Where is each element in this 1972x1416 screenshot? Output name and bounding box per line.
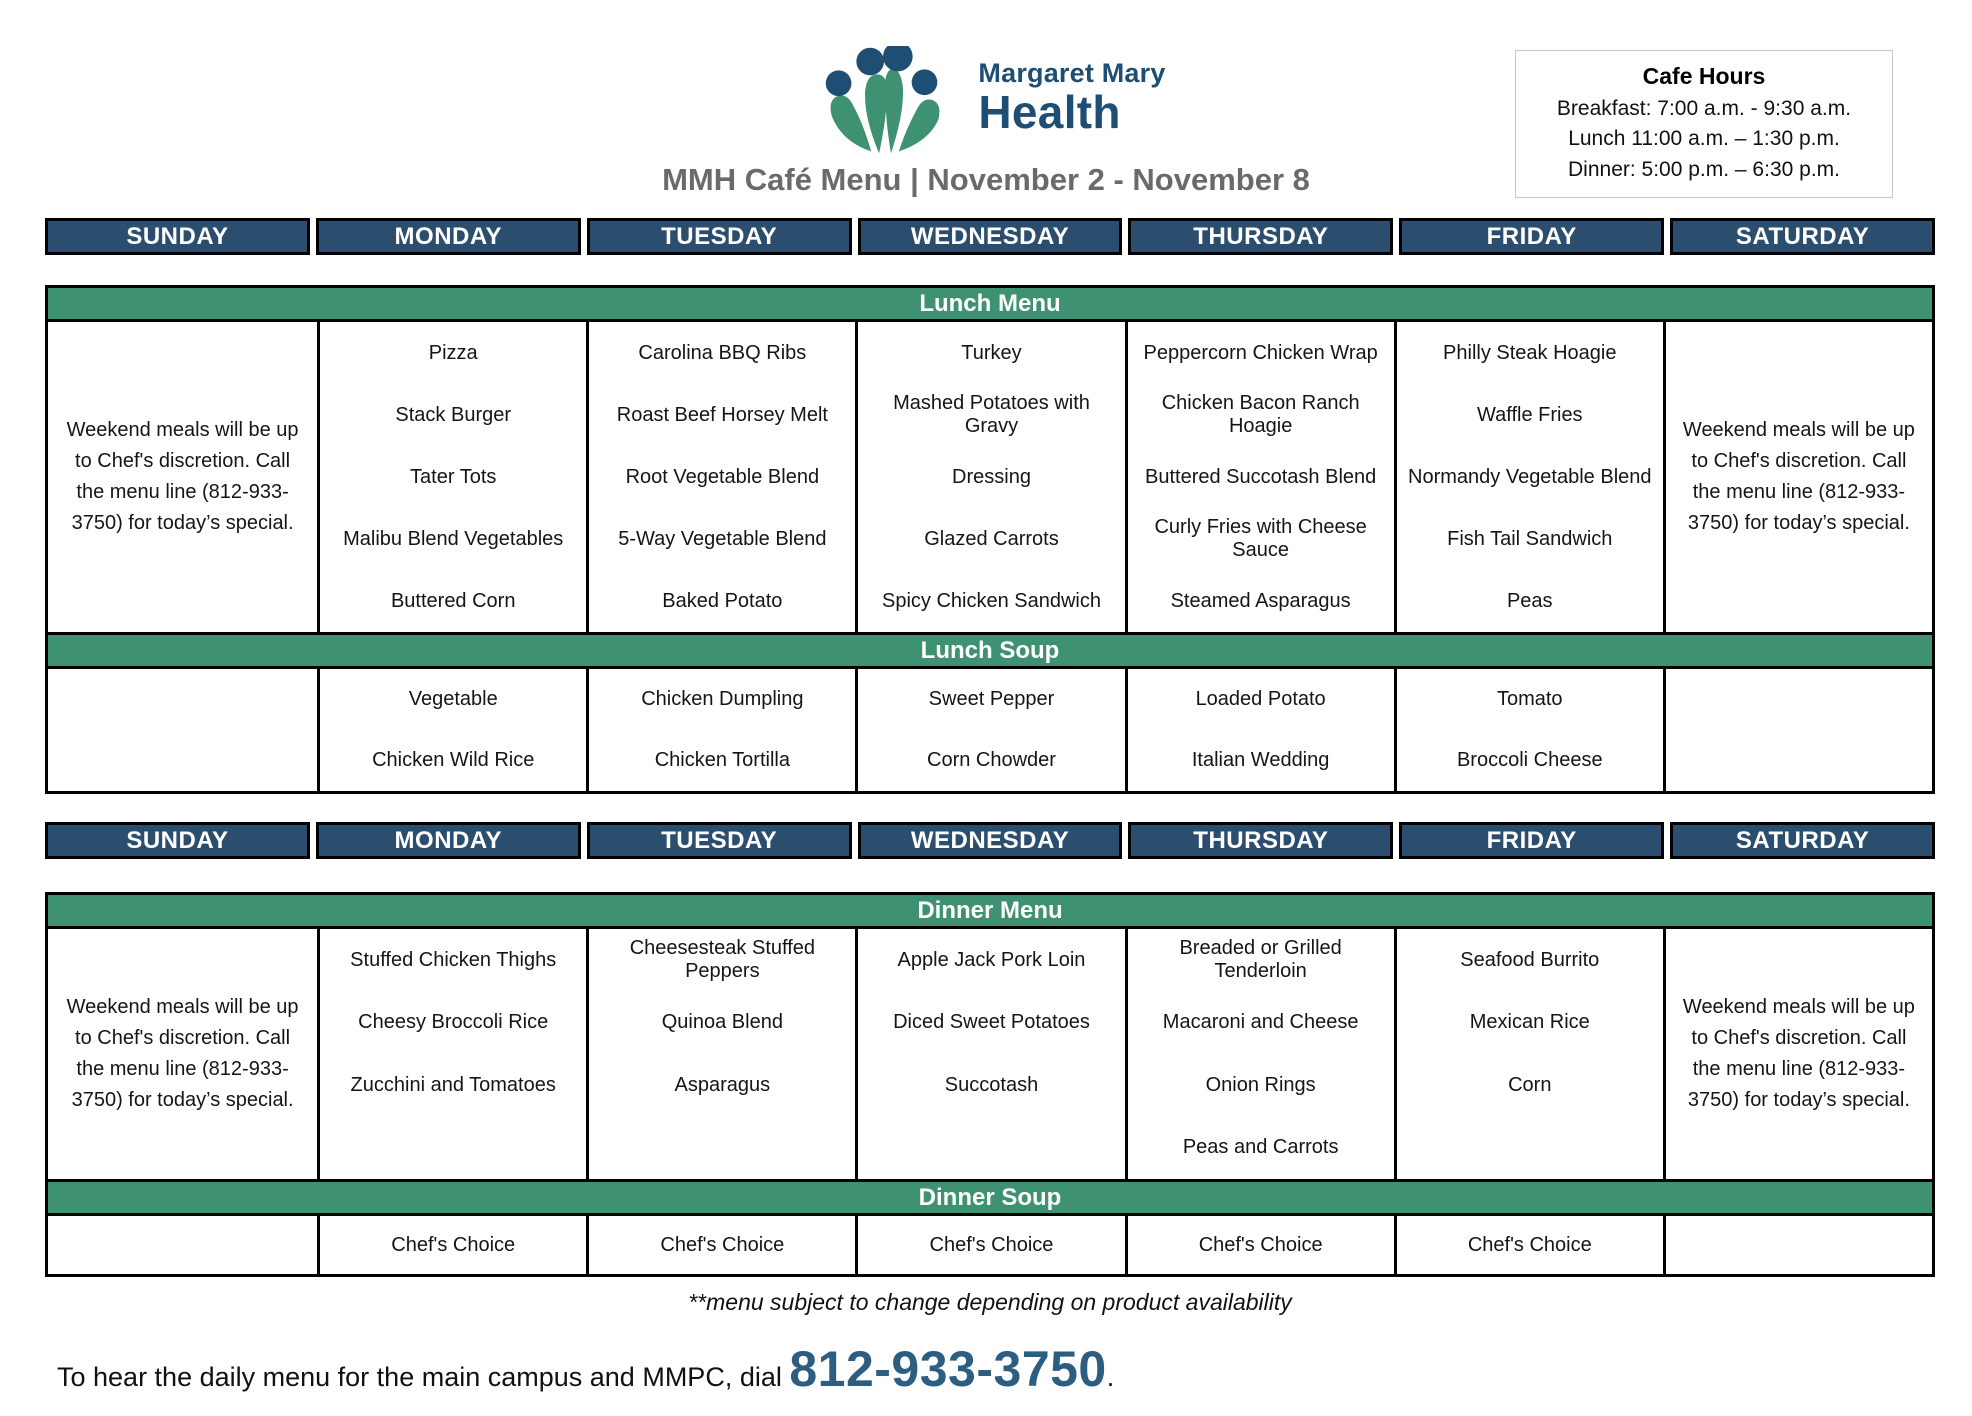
menu-item: Chicken Wild Rice [372, 749, 535, 771]
day-header-thursday: THURSDAY [1128, 822, 1393, 859]
menu-item: Stuffed Chicken Thighs [350, 948, 557, 971]
lunch-soup-sunday [48, 669, 317, 791]
dinner-friday [1394, 929, 1663, 1179]
cafe-hours-title: Cafe Hours [1642, 63, 1766, 89]
menu-item: Chef's Choice [391, 1233, 516, 1256]
cafe-hours-lunch: Lunch 11:00 a.m. – 1:30 p.m. [1568, 127, 1840, 151]
mmh-logo-icon [806, 46, 964, 158]
day-header-monday: MONDAY [316, 218, 581, 255]
cafe-hours-box [1515, 50, 1893, 198]
day-header-friday: FRIDAY [1399, 218, 1664, 255]
menu-item: Dressing [952, 465, 1031, 488]
day-header-wednesday: WEDNESDAY [858, 822, 1123, 859]
menu-item: Philly Steak Hoagie [1443, 341, 1617, 364]
weekend-note-text: Weekend meals will be up to Chef's discretion. Call the menu line (812-933-3750) for today’s special. [1682, 419, 1915, 534]
lunch-soup-wednesday [855, 669, 1124, 791]
menu-item: Apple Jack Pork Loin [897, 948, 1086, 971]
dinner-soup-tuesday [586, 1216, 855, 1274]
menu-item: Quinoa Blend [661, 1011, 783, 1034]
page-title: MMH Café Menu | November 2 - November 8 [662, 162, 1310, 197]
menu-item: Curly Fries with Cheese Sauce [1154, 516, 1367, 561]
dinner-thursday [1125, 929, 1394, 1179]
menu-item: Baked Potato [662, 589, 783, 612]
lunch-friday [1394, 322, 1663, 632]
menu-item: Steamed Asparagus [1170, 589, 1351, 612]
menu-item: 5-Way Vegetable Blend [618, 527, 827, 550]
menu-item: Corn [1508, 1073, 1552, 1096]
menu-item: Vegetable [408, 688, 498, 710]
lunch-wednesday [855, 322, 1124, 632]
lunch-menu-row [45, 322, 1935, 635]
menu-item: Carolina BBQ Ribs [638, 341, 807, 364]
lunch-soup-monday [317, 669, 586, 791]
lunch-monday [317, 322, 586, 632]
phone-line-suffix: . [1106, 1362, 1115, 1392]
lunch-soup-banner: Lunch Soup [45, 635, 1935, 669]
menu-item: Peppercorn Chicken Wrap [1143, 341, 1378, 364]
menu-item: Chef's Choice [1198, 1233, 1323, 1256]
day-header-thursday: THURSDAY [1128, 218, 1393, 255]
phone-line-prefix: To hear the daily menu for the main campus and MMPC, dial [57, 1362, 790, 1392]
day-header-sunday: SUNDAY [45, 218, 310, 255]
day-header-tuesday: TUESDAY [587, 822, 852, 859]
day-header-row-lunch [45, 218, 1935, 255]
day-header-sunday: SUNDAY [45, 822, 310, 859]
lunch-soup-saturday [1663, 669, 1932, 791]
menu-item: Macaroni and Cheese [1162, 1011, 1359, 1034]
menu-item: Stack Burger [395, 403, 512, 426]
menu-item: Seafood Burrito [1460, 948, 1600, 971]
dinner-soup-row [45, 1216, 1935, 1277]
dinner-menu-row [45, 929, 1935, 1182]
menu-item: Diced Sweet Potatoes [893, 1011, 1090, 1034]
menu-item: Malibu Blend Vegetables [343, 527, 564, 550]
menu-item: Chicken Bacon Ranch Hoagie [1161, 392, 1360, 437]
dinner-soup-banner: Dinner Soup [45, 1182, 1935, 1216]
cafe-hours-dinner: Dinner: 5:00 p.m. – 6:30 p.m. [1568, 157, 1840, 181]
weekend-note-text: Weekend meals will be up to Chef's discretion. Call the menu line (812-933-3750) for today’s special. [1682, 996, 1915, 1111]
menu-item: Peas [1506, 589, 1553, 612]
day-header-tuesday: TUESDAY [587, 218, 852, 255]
lunch-tuesday [586, 322, 855, 632]
menu-item: Chef's Choice [929, 1233, 1054, 1256]
menu-item: Zucchini and Tomatoes [350, 1073, 556, 1096]
lunch-menu-banner: Lunch Menu [45, 285, 1935, 322]
phone-line [57, 1340, 1935, 1398]
lunch-soup-thursday [1125, 669, 1394, 791]
day-header-saturday: SATURDAY [1670, 822, 1935, 859]
day-header-wednesday: WEDNESDAY [858, 218, 1123, 255]
lunch-soup-friday [1394, 669, 1663, 791]
brand-name-top: Margaret Mary [978, 58, 1166, 88]
phone-number: 812-933-3750 [789, 1341, 1107, 1397]
menu-item: Sweet Pepper [928, 688, 1055, 710]
weekend-note-sunday-lunch [48, 322, 317, 632]
availability-footnote: **menu subject to change depending on product availability [688, 1289, 1292, 1315]
menu-item: Fish Tail Sandwich [1447, 527, 1613, 550]
menu-table [45, 218, 1935, 1398]
menu-item: Pizza [428, 341, 478, 364]
menu-item: Normandy Vegetable Blend [1408, 465, 1652, 488]
menu-item: Onion Rings [1205, 1073, 1316, 1096]
lunch-soup-row [45, 669, 1935, 794]
dinner-soup-friday [1394, 1216, 1663, 1274]
menu-item: Cheesesteak Stuffed Peppers [629, 937, 815, 983]
menu-item: Chicken Tortilla [654, 749, 790, 771]
day-header-row-dinner [45, 822, 1935, 859]
weekend-note-sunday-dinner [48, 929, 317, 1179]
weekend-note-saturday-lunch [1663, 322, 1932, 632]
cafe-hours-breakfast: Breakfast: 7:00 a.m. - 9:30 a.m. [1556, 97, 1852, 120]
menu-item: Mexican Rice [1469, 1011, 1590, 1034]
dinner-soup-thursday [1125, 1216, 1394, 1274]
menu-item: Chef's Choice [660, 1233, 785, 1256]
menu-item: Waffle Fries [1476, 403, 1583, 426]
dinner-soup-monday [317, 1216, 586, 1274]
dinner-menu-banner: Dinner Menu [45, 892, 1935, 929]
menu-item: Tater Tots [410, 465, 497, 488]
day-header-friday: FRIDAY [1399, 822, 1664, 859]
menu-item: Glazed Carrots [924, 527, 1059, 550]
menu-item: Italian Wedding [1191, 749, 1330, 771]
menu-item: Chicken Dumpling [641, 688, 804, 710]
menu-item: Asparagus [674, 1073, 771, 1096]
menu-item: Peas and Carrots [1182, 1136, 1339, 1159]
menu-item: Turkey [961, 341, 1022, 364]
weekend-note-text: Weekend meals will be up to Chef's discretion. Call the menu line (812-933-3750) for today’s special. [66, 996, 299, 1111]
dinner-tuesday [586, 929, 855, 1179]
menu-item: Cheesy Broccoli Rice [358, 1011, 549, 1034]
menu-item: Buttered Succotash Blend [1145, 465, 1377, 488]
menu-item: Loaded Potato [1195, 688, 1326, 710]
menu-item: Mashed Potatoes with Gravy [893, 392, 1090, 437]
brand-text [978, 46, 1165, 136]
brand-name-bottom: Health [978, 86, 1121, 138]
page-header [0, 0, 1972, 218]
menu-item: Succotash [944, 1073, 1039, 1096]
menu-item: Chef's Choice [1467, 1233, 1592, 1256]
weekend-note-saturday-dinner [1663, 929, 1932, 1179]
day-header-saturday: SATURDAY [1670, 218, 1935, 255]
menu-item: Broccoli Cheese [1456, 749, 1603, 771]
menu-item: Tomato [1496, 688, 1563, 710]
day-header-monday: MONDAY [316, 822, 581, 859]
menu-item: Buttered Corn [390, 589, 516, 612]
lunch-thursday [1125, 322, 1394, 632]
dinner-soup-saturday [1663, 1216, 1932, 1274]
weekend-note-text: Weekend meals will be up to Chef's discretion. Call the menu line (812-933-3750) for today’s special. [66, 419, 299, 534]
menu-item: Breaded or Grilled Tenderloin [1179, 937, 1342, 983]
menu-item: Roast Beef Horsey Melt [616, 403, 828, 426]
dinner-soup-wednesday [855, 1216, 1124, 1274]
dinner-monday [317, 929, 586, 1179]
dinner-wednesday [855, 929, 1124, 1179]
menu-item: Root Vegetable Blend [625, 465, 820, 488]
dinner-soup-sunday [48, 1216, 317, 1274]
lunch-soup-tuesday [586, 669, 855, 791]
menu-item: Corn Chowder [927, 749, 1056, 771]
menu-item: Spicy Chicken Sandwich [881, 589, 1101, 612]
